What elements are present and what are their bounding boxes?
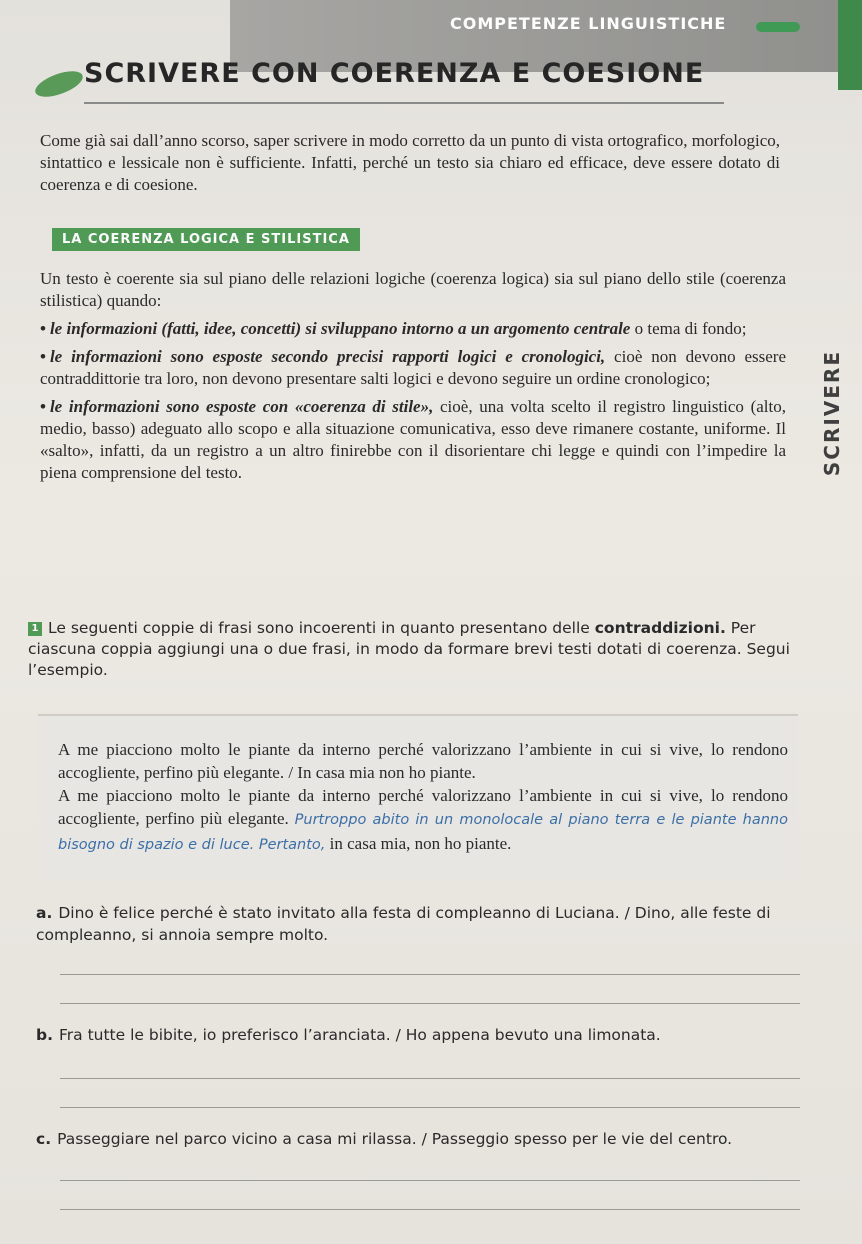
bullet-rest: o tema di fondo; [634,319,747,338]
page-title: SCRIVERE CON COERENZA E COESIONE [84,58,705,89]
bullet-lead: le informazioni sono esposte secondo precisi rapporti logici e cronologici, [49,347,606,366]
exercise-item-c [36,1128,816,1150]
example-answer-end: in casa mia, non ho piante. [329,834,512,853]
exercise-item-a [36,902,816,946]
bullet-item: • le informazioni (fatti, idee, concetti) si sviluppano intorno a un argomento centrale o tema di fondo; [40,319,747,338]
example-answer [58,784,788,857]
item-letter: a. [36,904,53,922]
example-answer-start: A me piacciono molto le piante da interno perché valorizzano l’ambiente in cui si vive, lo rendono accogliente, perfino più elegante. [58,786,788,828]
theory-bullets [40,318,786,484]
bullet-lead: le informazioni sono esposte con «coerenza di stile», [49,397,434,416]
title-divider [84,102,724,104]
item-letter: c. [36,1130,52,1148]
section-label: COMPETENZE LINGUISTICHE [450,14,727,33]
theory-lead: Un testo è coerente sia sul piano delle relazioni logiche (coerenza logica) sia sul piano dello stile (coerenza stilistica) quando: [40,269,786,310]
corner-accent [838,0,862,90]
side-label: SCRIVERE [820,350,844,477]
example-answer-added: Purtroppo abito in un monolocale al piano terra e le piante hanno bisogno di spazio e di luce. Pertanto, [58,812,788,853]
item-letter: b. [36,1026,53,1044]
example-pair: A me piacciono molto le piante da interno perché valorizzano l’ambiente in cui si vive, lo rendono accogliente, perfino più elegante. / In casa mia non ho piante. [58,740,788,782]
instruction-bold: contraddizioni. [594,619,726,637]
exercise-items [36,902,816,1210]
exercise-number: 1 [28,622,42,636]
bullet-rest: cioè non devono essere contraddittorie tra loro, non devono presentare salti logici e devono seguire un ordine cronologico; [40,347,787,388]
instruction-text: Le seguenti coppie di frasi sono incoerenti in quanto presentano delle [48,619,595,637]
item-text: Dino è felice perché è stato invitato alla festa di compleanno di Luciana. / Dino, alle feste di compleanno, si annoia sempre molto. [36,904,771,944]
title-swoosh-icon [32,66,86,102]
answer-line[interactable] [60,1209,800,1210]
item-text: Passeggiare nel parco vicino a casa mi rilassa. / Passeggio spesso per le vie del centro. [57,1130,733,1148]
exercise-instruction [28,618,828,681]
example-text [58,738,788,857]
bullet-lead: le informazioni (fatti, idee, concetti) si sviluppano intorno a un argomento centrale [49,319,631,338]
bullet-item: • le informazioni sono esposte secondo precisi rapporti logici e cronologici, cioè non devono essere contraddittorie tra loro, non devono presentare salti logici e devono seguire un ordine cronologico; [40,347,787,388]
instruction-text-end: Per ciascuna coppia aggiungi una o due frasi, in modo da formare brevi testi dotati di coerenza. Segui l’esempio. [28,619,790,679]
section-tab-icon [756,22,800,32]
bullet-rest: cioè, una volta scelto il registro linguistico (alto, medio, basso) adeguato allo scopo e alla situazione comunicativa, esso deve rimanere costante, uniforme. Il «salto», infatti, da un registro a un altro finirebbe con il disorientare chi legge e quindi con l’impedire la piena comprensione del testo. [40,397,786,482]
bullet-item: • le informazioni sono esposte con «coerenza di stile», cioè, una volta scelto il registro linguistico (alto, medio, basso) adeguato allo scopo e alla situazione comunicativa, esso deve rimanere costante, uniforme. Il «salto», infatti, da un registro a un altro finirebbe con il disorientare chi legge e quindi con l’impedire la piena comprensione del testo. [40,397,786,482]
exercise-item-b [36,1024,816,1046]
intro-paragraph: Come già sai dall’anno scorso, saper scrivere in modo corretto da un punto di vista ortografico, morfologico, sintattico e lessicale non è sufficiente. Infatti, perché un testo sia chiaro ed efficace, deve essere dotato di coerenza e di coesione. [40,131,780,194]
subheading: LA COERENZA LOGICA E STILISTICA [52,228,360,251]
item-text: Fra tutte le bibite, io preferisco l’aranciata. / Ho appena bevuto una limonata. [58,1026,661,1044]
theory-block [40,268,786,490]
